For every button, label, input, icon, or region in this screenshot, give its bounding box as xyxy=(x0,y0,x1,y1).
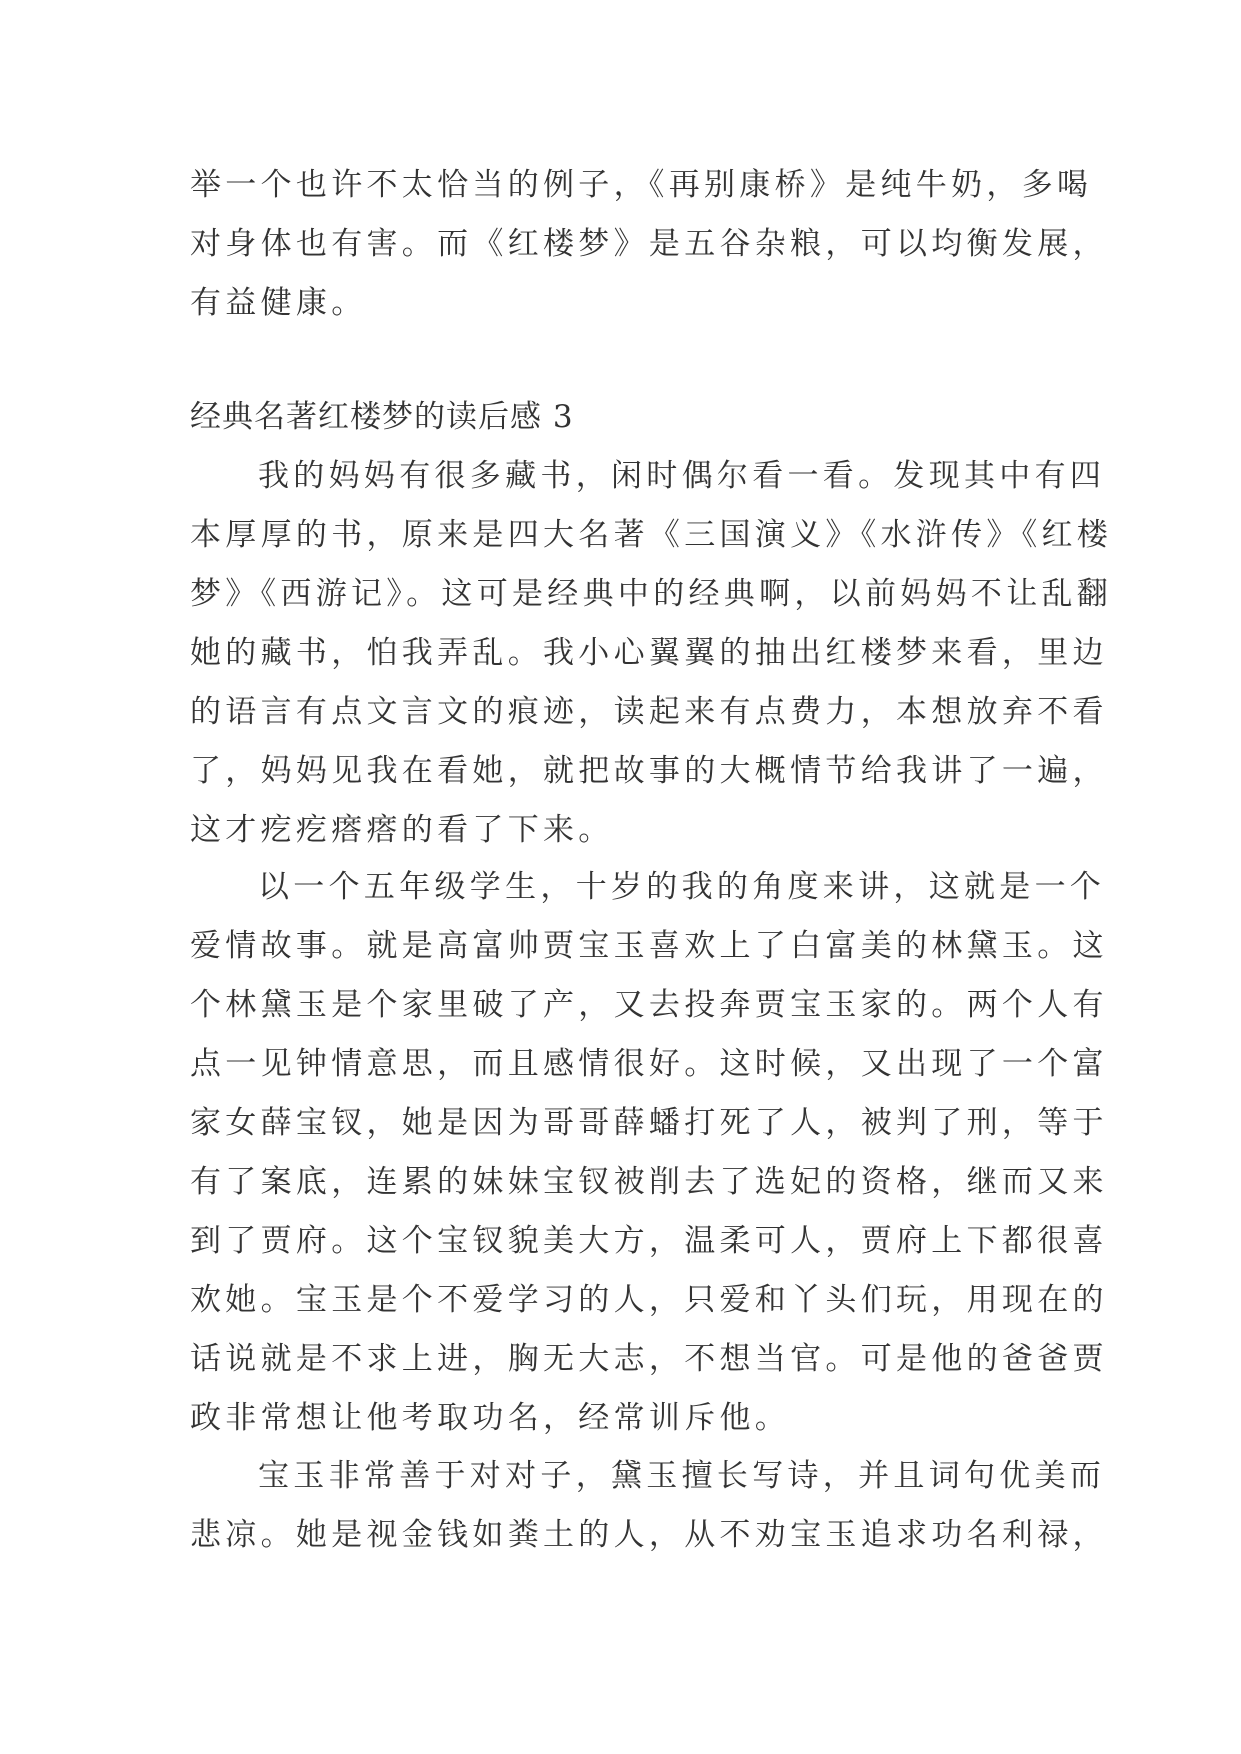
text-line: 宝玉非常善于对对子，黛玉擅长写诗，并且词句优美而 xyxy=(258,1458,1106,1494)
text-line: 欢她。宝玉是个不爱学习的人，只爱和丫头们玩，用现在的 xyxy=(190,1282,1108,1318)
section-heading: 经典名著红楼梦的读后感 3 xyxy=(190,399,574,435)
text-line: 举一个也许不太恰当的例子，《再别康桥》是纯牛奶，多喝 xyxy=(190,167,1093,203)
text-line: 她的藏书，怕我弄乱。我小心翼翼的抽出红楼梦来看，里边 xyxy=(190,635,1108,671)
text-line: 点一见钟情意思，而且感情很好。这时候，又出现了一个富 xyxy=(190,1046,1108,1082)
text-line: 有益健康。 xyxy=(190,285,367,321)
text-line: 梦》《西游记》。这可是经典中的经典啊，以前妈妈不让乱翻 xyxy=(190,576,1113,612)
text-line: 本厚厚的书，原来是四大名著《三国演义》《水浒传》《红楼 xyxy=(190,517,1113,553)
text-line: 这才疙疙瘩瘩的看了下来。 xyxy=(190,812,614,848)
text-line: 话说就是不求上进，胸无大志，不想当官。可是他的爸爸贾 xyxy=(190,1341,1108,1377)
text-line: 对身体也有害。而《红楼梦》是五谷杂粮，可以均衡发展， xyxy=(190,226,1108,262)
paragraph-3 xyxy=(190,1447,1108,1565)
text-line: 家女薛宝钗，她是因为哥哥薛蟠打死了人，被判了刑，等于 xyxy=(190,1105,1108,1141)
text-line: 爱情故事。就是高富帅贾宝玉喜欢上了白富美的林黛玉。这 xyxy=(190,928,1108,964)
paragraph-2 xyxy=(190,858,1108,1448)
text-line: 以一个五年级学生，十岁的我的角度来讲，这就是一个 xyxy=(258,869,1106,905)
text-line: 政非常想让他考取功名，经常训斥他。 xyxy=(190,1400,791,1436)
paragraph-1 xyxy=(190,447,1113,860)
text-line: 悲凉。她是视金钱如粪土的人，从不劝宝玉追求功名利禄， xyxy=(190,1517,1108,1553)
text-line: 我的妈妈有很多藏书，闲时偶尔看一看。发现其中有四 xyxy=(258,458,1106,494)
text-line: 有了案底，连累的妹妹宝钗被削去了选妃的资格，继而又来 xyxy=(190,1164,1108,1200)
text-line: 到了贾府。这个宝钗貌美大方，温柔可人，贾府上下都很喜 xyxy=(190,1223,1108,1259)
text-line: 的语言有点文言文的痕迹，读起来有点费力，本想放弃不看 xyxy=(190,694,1108,730)
text-line: 了，妈妈见我在看她，就把故事的大概情节给我讲了一遍， xyxy=(190,753,1108,789)
text-line: 个林黛玉是个家里破了产，又去投奔贾宝玉家的。两个人有 xyxy=(190,987,1108,1023)
intro-paragraph xyxy=(190,156,1108,333)
